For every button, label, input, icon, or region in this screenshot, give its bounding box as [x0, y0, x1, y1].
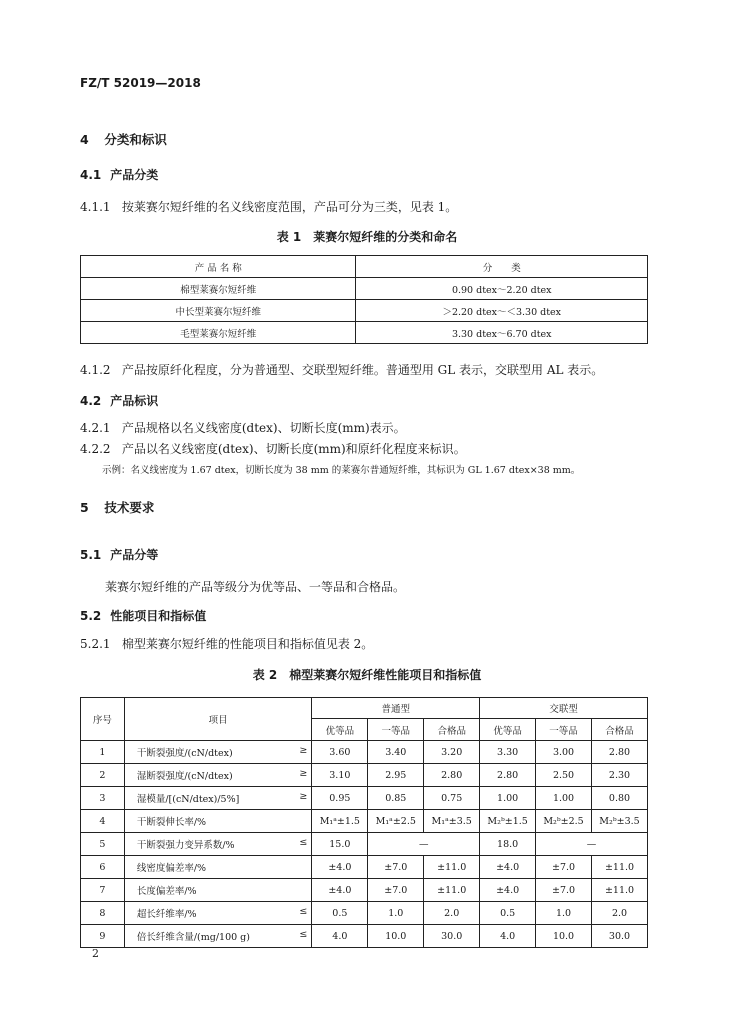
paragraph-4-2-1: [80, 419, 406, 436]
table-2-header-crosslinked: 交联型: [480, 698, 648, 719]
value-cell: 10.0: [368, 925, 424, 948]
value-cell: 2.30: [592, 764, 648, 787]
classification-cell: 0.90 dtex～2.20 dtex: [356, 278, 648, 300]
comparison-sign: ≥: [299, 791, 308, 802]
item-cell: [124, 787, 312, 810]
grade-header: 一等品: [368, 719, 424, 741]
value-cell: 0.5: [312, 902, 368, 925]
item-label: 倍长纤维含量/(mg/100 g): [136, 932, 250, 943]
seq-cell: 4: [81, 810, 125, 833]
value-cell: M₂ᵇ±1.5: [480, 810, 536, 833]
table-2-header-seq: 序号: [81, 698, 125, 741]
table-1: [80, 255, 648, 344]
section-title: 分类和标识: [104, 132, 167, 147]
value-cell: 30.0: [424, 925, 480, 948]
clause-text: 产品规格以名义线密度(dtex)、切断长度(mm)表示。: [121, 421, 406, 435]
value-cell: 2.50: [536, 764, 592, 787]
item-label: 长度偏差率/%: [136, 886, 197, 897]
value-cell: ±11.0: [424, 856, 480, 879]
value-cell: ±7.0: [368, 856, 424, 879]
grade-header: 优等品: [480, 719, 536, 741]
section-number: 5.1: [80, 548, 102, 562]
value-cell: 3.60: [312, 741, 368, 764]
item-cell: [124, 856, 312, 879]
clause-number: 5.2.1: [80, 637, 111, 651]
clause-number: 4.1.1: [80, 200, 111, 214]
table-2: [80, 697, 648, 948]
item-cell: [124, 741, 312, 764]
value-cell: 2.80: [592, 741, 648, 764]
value-cell: 0.85: [368, 787, 424, 810]
page-number: 2: [92, 947, 99, 960]
clause-number: 4.1.2: [80, 363, 111, 377]
section-4-2-heading: [80, 392, 158, 409]
comparison-sign: ≤: [299, 929, 308, 940]
table-row: [81, 856, 648, 879]
item-cell: [124, 879, 312, 902]
grade-header: 合格品: [424, 719, 480, 741]
item-cell: [124, 764, 312, 787]
standard-number: FZ/T 52019—2018: [80, 76, 201, 90]
value-cell: ±11.0: [592, 879, 648, 902]
paragraph-5-2-1: [80, 635, 373, 652]
value-cell: ±11.0: [592, 856, 648, 879]
value-cell: M₁ᵃ±1.5: [312, 810, 368, 833]
comparison-sign: ≤: [299, 837, 308, 848]
item-label: 湿断裂强度/(cN/dtex): [136, 771, 233, 782]
value-cell: 0.95: [312, 787, 368, 810]
section-5-2-heading: [80, 607, 206, 624]
value-cell: 3.30: [480, 741, 536, 764]
table-row: [81, 764, 648, 787]
value-cell: 3.20: [424, 741, 480, 764]
seq-cell: 2: [81, 764, 125, 787]
value-cell: 2.80: [480, 764, 536, 787]
value-cell: ±7.0: [536, 879, 592, 902]
seq-cell: 7: [81, 879, 125, 902]
seq-cell: 6: [81, 856, 125, 879]
value-cell: 2.0: [592, 902, 648, 925]
section-4-1-heading: [80, 166, 158, 183]
section-title: 性能项目和指标值: [110, 609, 207, 623]
item-label: 干断裂伸长率/%: [136, 817, 207, 828]
value-cell: ±4.0: [480, 879, 536, 902]
section-5-heading: [80, 498, 154, 516]
paragraph-4-2-2: [80, 440, 466, 457]
value-cell: 3.00: [536, 741, 592, 764]
item-cell: [124, 925, 312, 948]
value-cell: M₁ᵃ±2.5: [368, 810, 424, 833]
value-cell: 10.0: [536, 925, 592, 948]
value-cell: M₁ᵃ±3.5: [424, 810, 480, 833]
value-cell: 2.0: [424, 902, 480, 925]
classification-cell: 3.30 dtex～6.70 dtex: [356, 322, 648, 344]
section-number: 4.2: [80, 394, 102, 408]
section-number: 4: [80, 132, 89, 147]
value-cell: M₂ᵇ±2.5: [536, 810, 592, 833]
table-1-header: 分 类: [356, 256, 648, 278]
value-cell: 1.0: [536, 902, 592, 925]
value-cell: ±11.0: [424, 879, 480, 902]
product-name-cell: 棉型莱赛尔短纤维: [81, 278, 356, 300]
value-cell: M₂ᵇ±3.5: [592, 810, 648, 833]
classification-cell: ＞2.20 dtex～＜3.30 dtex: [356, 300, 648, 322]
value-cell: 4.0: [480, 925, 536, 948]
value-cell: 1.0: [368, 902, 424, 925]
value-cell: ±4.0: [312, 879, 368, 902]
clause-text: 产品按原纤化程度，分为普通型、交联型短纤维。普通型用 GL 表示，交联型用 AL 表示。: [121, 363, 604, 377]
table-row: [81, 925, 648, 948]
paragraph-4-1-1: [80, 198, 457, 215]
table-row: [81, 787, 648, 810]
seq-cell: 8: [81, 902, 125, 925]
section-number: 5.2: [80, 609, 102, 623]
table-row: [81, 810, 648, 833]
item-label: 超长纤维率/%: [136, 909, 197, 920]
item-label: 干断裂强度/(cN/dtex): [136, 748, 233, 759]
table-2-caption: 表 2 棉型莱赛尔短纤维性能项目和指标值: [252, 668, 482, 682]
table-2-header-ordinary: 普通型: [312, 698, 480, 719]
comparison-sign: ≥: [299, 768, 308, 779]
section-5-1-heading: [80, 546, 158, 563]
grade-header: 一等品: [536, 719, 592, 741]
comparison-sign: ≥: [299, 745, 308, 756]
item-cell: [124, 902, 312, 925]
dash-cell: —: [536, 833, 648, 856]
clause-text: 产品以名义线密度(dtex)、切断长度(mm)和原纤化程度来标识。: [121, 442, 466, 456]
value-cell: 2.80: [424, 764, 480, 787]
paragraph-5-1: 莱赛尔短纤维的产品等级分为优等品、一等品和合格品。: [105, 580, 406, 594]
grade-header: 合格品: [592, 719, 648, 741]
clause-text: 按莱赛尔短纤维的名义线密度范围，产品可分为三类，见表 1。: [121, 200, 458, 214]
comparison-sign: ≤: [299, 906, 308, 917]
seq-cell: 1: [81, 741, 125, 764]
seq-cell: 5: [81, 833, 125, 856]
table-row: [81, 902, 648, 925]
section-title: 技术要求: [104, 500, 155, 515]
value-cell: 0.80: [592, 787, 648, 810]
item-cell: [124, 833, 312, 856]
table-row: [81, 879, 648, 902]
item-label: 湿模量/[(cN/dtex)/5%]: [136, 794, 240, 805]
value-cell: 1.00: [536, 787, 592, 810]
value-cell: 1.00: [480, 787, 536, 810]
value-cell: ±7.0: [536, 856, 592, 879]
value-cell: 0.5: [480, 902, 536, 925]
item-label: 干断裂强力变异系数/%: [136, 840, 235, 851]
clause-number: 4.2.1: [80, 421, 111, 435]
clause-number: 4.2.2: [80, 442, 111, 456]
product-name-cell: 毛型莱赛尔短纤维: [81, 322, 356, 344]
section-title: 产品标识: [110, 394, 159, 408]
dash-cell: —: [368, 833, 480, 856]
clause-text: 棉型莱赛尔短纤维的性能项目和指标值见表 2。: [121, 637, 374, 651]
table-1-caption: 表 1 莱赛尔短纤维的分类和命名: [276, 230, 458, 244]
grade-header: 优等品: [312, 719, 368, 741]
table-row: [81, 300, 648, 322]
table-row: [81, 833, 648, 856]
table-1-header: 产 品 名 称: [81, 256, 356, 278]
paragraph-4-1-2: [80, 361, 603, 378]
table-row: [81, 322, 648, 344]
value-cell: ±7.0: [368, 879, 424, 902]
product-name-cell: 中长型莱赛尔短纤维: [81, 300, 356, 322]
section-title: 产品分类: [110, 168, 159, 182]
value-cell: ±4.0: [480, 856, 536, 879]
value-cell: 4.0: [312, 925, 368, 948]
value-cell: 2.95: [368, 764, 424, 787]
section-4-heading: [80, 130, 167, 148]
table-row: [81, 741, 648, 764]
value-cell: 15.0: [312, 833, 368, 856]
value-cell: 18.0: [480, 833, 536, 856]
item-cell: [124, 810, 312, 833]
section-number: 5: [80, 500, 89, 515]
value-cell: 3.10: [312, 764, 368, 787]
section-number: 4.1: [80, 168, 102, 182]
value-cell: 3.40: [368, 741, 424, 764]
section-title: 产品分等: [110, 548, 159, 562]
value-cell: ±4.0: [312, 856, 368, 879]
example-note: 示例：名义线密度为 1.67 dtex，切断长度为 38 mm 的莱赛尔普通短纤维，其标识为 GL 1.67 dtex×38 mm。: [102, 465, 581, 476]
seq-cell: 3: [81, 787, 125, 810]
item-label: 线密度偏差率/%: [136, 863, 207, 874]
value-cell: 30.0: [592, 925, 648, 948]
seq-cell: 9: [81, 925, 125, 948]
table-row: [81, 278, 648, 300]
table-2-header-item: 项目: [124, 698, 312, 741]
value-cell: 0.75: [424, 787, 480, 810]
